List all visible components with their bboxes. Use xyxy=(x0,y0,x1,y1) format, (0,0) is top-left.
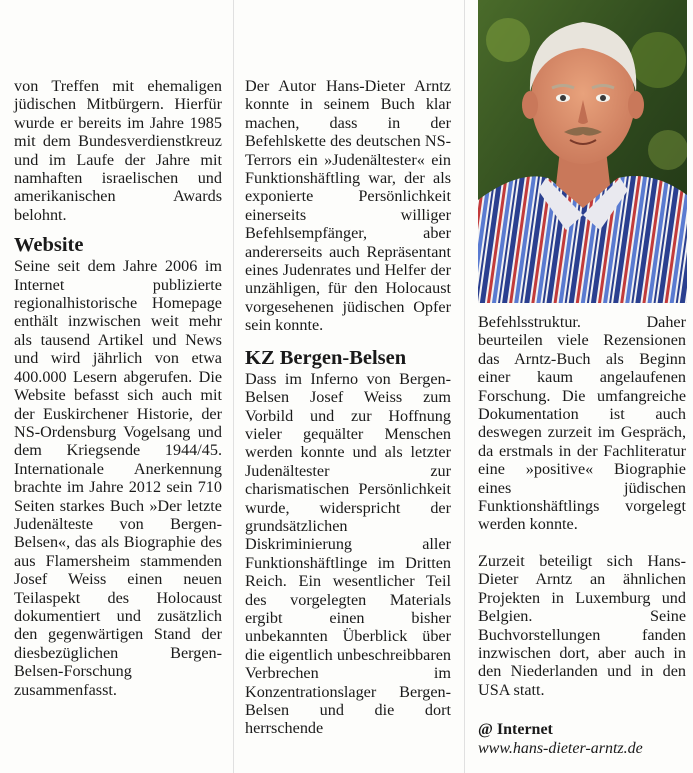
website-url-link[interactable]: www.hans-dieter-arntz.de xyxy=(478,739,643,757)
author-portrait-photo xyxy=(478,0,687,303)
website-paragraph: Seine seit dem Jahre 2006 im Internet publizierte regionalhistorische Homepage enthält inzwischen weit mehr als tausend Artikel und News und wird jährlich von etwa 400.000 Lesern abgerufen. Die Website befasst sich auch mit der Euskirchener Historie, der NS-Ordensburg Vogelsang und dem Kriegsende 1944/45. Internationale Anerkennung brachte im Jahre 2012 sein 710 Seiten starkes Buch »Der letzte Judenälteste von Bergen-Belsen«, das als Biographie des aus Flamersheim stammenden Josef Weiss einen neuen Teilaspekt des Holocaust dokumentiert und zusätzlich den gegenwärtigen Stand der diesbezüglichen Bergen-Belsen-Forschung zusammenfasst. xyxy=(14,257,222,699)
article-column-3 xyxy=(478,313,686,758)
col3-current-paragraph: Zurzeit beteiligt sich Hans-Dieter Arntz an ähnlichen Projekten in Luxemburg und Belgien. Seine Buchvorstellungen fanden inzwischen dort, aber auch in den Niederlanden und in den USA statt. xyxy=(478,551,686,699)
kz-bergen-belsen-heading: KZ Bergen-Belsen xyxy=(245,346,407,369)
portrait-illustration xyxy=(478,0,687,303)
col1-intro-paragraph: von Treffen mit ehemaligen jüdischen Mitbürgern. Hierfür wurde er bereits im Jahre 1985 mit dem Bundesverdienstkreuz und im Laufe der Jahre mit namhaften israelischen und amerikanischen Awards belohnt. xyxy=(14,77,222,224)
internet-label: @ Internet xyxy=(478,721,553,739)
column-divider-right xyxy=(464,0,465,773)
website-heading: Website xyxy=(14,234,84,257)
kz-paragraph: Dass im Inferno von Bergen-Belsen Josef Weiss zum Vorbild und zur Hoffnung vieler gequälter Menschen werden konnte und als letzter Judenältester zur charismatischen Persönlichkeit wurde, widerspricht der grundsätzlichen Diskriminierung aller Funktionshäftlinge im Dritten Reich. Ein wesentlicher Teil des vorgelegten Materials ergibt einen bisher unbekannten Überblick über die eigentlich unbeschreibbaren Verbrechen im Konzentrationslager Bergen-Belsen und die dort herrschende xyxy=(245,369,451,738)
paragraph-spacer xyxy=(478,534,686,552)
column-divider-left xyxy=(233,0,234,773)
col3-continued-paragraph: Befehlsstruktur. Daher beurteilen viele Rezensionen das Arntz-Buch als Beginn einer kaum angelaufenen Forschung. Die umfangreiche Dokumentation ist auch deswegen zurzeit im Gespräch, da erstmals in der Fachliteratur eine »positive« Biographie eines jüdischen Funktionshäftlings vorgelegt werden konnte. xyxy=(478,313,686,534)
article-column-2 xyxy=(245,77,451,738)
col2-intro-paragraph: Der Autor Hans-Dieter Arntz konnte in seinem Buch klar machen, dass in der Befehlskette des deutschen NS-Terrors ein »Judenältester« ein Funktionshäftling war, der als exponierte Persönlichkeit einerseits williger Befehlsempfänger, aber andererseits auch Repräsentant eines Judenrates und Helfer der unzähligen, für den Holocaust vorgesehenen jüdischen Opfer sein konnte. xyxy=(245,77,451,335)
article-column-1 xyxy=(14,77,222,699)
